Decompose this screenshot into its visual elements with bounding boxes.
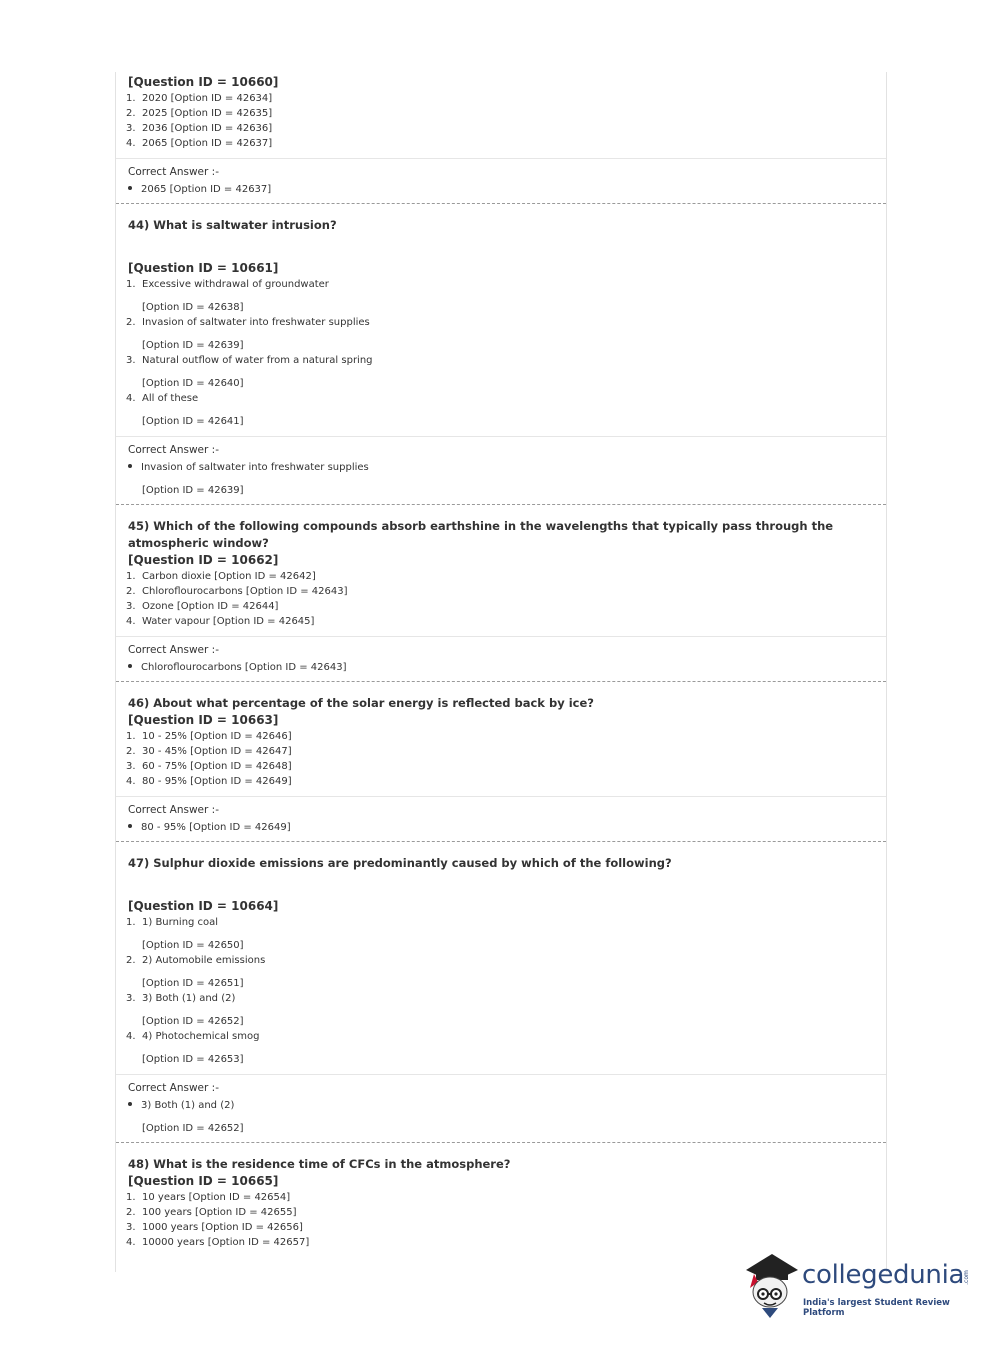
logo-tagline: India's largest Student Review Platform (803, 1298, 950, 1318)
question-48-block (116, 1143, 886, 1250)
bullet-icon (128, 464, 132, 468)
option-item: 1. 2020 [Option ID = 42634] (126, 93, 273, 104)
option-item: 2. 100 years [Option ID = 42655] (126, 1207, 297, 1218)
option-item: 3. 2036 [Option ID = 42636] (126, 123, 273, 134)
option-item: 1. 10 years [Option ID = 42654] (126, 1192, 291, 1203)
bullet-icon (128, 664, 132, 668)
question-47-block (116, 842, 886, 1143)
option-item: 1. Excessive withdrawal of groundwater [Option ID = 42638] (126, 279, 329, 313)
logo-dotcom-text: .com (962, 1270, 970, 1285)
question-46-block (116, 682, 886, 842)
options-list (116, 915, 886, 1067)
correct-answer: Chloroflourocarbons [Option ID = 42643] (116, 660, 886, 675)
correct-answer: 2065 [Option ID = 42637] (116, 182, 886, 197)
question-text: 46) About what percentage of the solar energy is reflected back by ice? (128, 696, 594, 710)
correct-answer-section: Correct Answer :- 3) Both (1) and (2) [Option ID = 42652] (116, 1075, 886, 1136)
option-item: 2. 2) Automobile emissions [Option ID = 42651] (126, 955, 266, 989)
option-item: 2. Chloroflourocarbons [Option ID = 42643] (126, 586, 348, 597)
correct-answer-section (116, 797, 886, 835)
question-id: [Question ID = 10661] (128, 261, 279, 275)
correct-answer-section: Correct Answer :- Invasion of saltwater into freshwater supplies [Option ID = 42639] (116, 437, 886, 498)
bullet-icon (128, 1102, 132, 1106)
option-item: 3. 60 - 75% [Option ID = 42648] (126, 761, 292, 772)
option-item: 4. 80 - 95% [Option ID = 42649] (126, 776, 292, 787)
options-list (116, 729, 886, 789)
option-item: 3. 3) Both (1) and (2) [Option ID = 42652] (126, 993, 244, 1027)
question-text: 48) What is the residence time of CFCs in the atmosphere? (128, 1157, 511, 1171)
bullet-icon (128, 824, 132, 828)
option-item: 4. 2065 [Option ID = 42637] (126, 138, 273, 149)
options-list (116, 569, 886, 629)
question-45-block (116, 505, 886, 682)
option-item: 2. 2025 [Option ID = 42635] (126, 108, 273, 119)
student-mascot-icon (740, 1248, 802, 1320)
correct-answer-label: Correct Answer :- (128, 1082, 219, 1094)
correct-answer-section (116, 637, 886, 675)
question-id: [Question ID = 10662] (128, 553, 279, 567)
correct-answer-label: Correct Answer :- (128, 804, 219, 816)
correct-answer-label: Correct Answer :- (128, 644, 219, 656)
option-item: 1. 1) Burning coal [Option ID = 42650] (126, 917, 244, 951)
correct-answer-label: Correct Answer :- (128, 166, 219, 178)
options-list (116, 91, 886, 151)
option-item: 2. 30 - 45% [Option ID = 42647] (126, 746, 292, 757)
option-item: 1. Carbon dioxie [Option ID = 42642] (126, 571, 316, 582)
question-paper-page (115, 72, 887, 1272)
question-id: [Question ID = 10664] (128, 899, 279, 913)
option-item: 3. Natural outflow of water from a natural spring [Option ID = 42640] (126, 355, 373, 389)
question-text: 44) What is saltwater intrusion? (128, 218, 337, 232)
correct-answer-section (116, 159, 886, 197)
question-text: 47) Sulphur dioxide emissions are predominantly caused by which of the following? (128, 856, 672, 870)
question-id: [Question ID = 10660] (128, 75, 279, 89)
question-44-block (116, 204, 886, 505)
option-item: 3. 1000 years [Option ID = 42656] (126, 1222, 303, 1233)
correct-answer-label: Correct Answer :- (128, 444, 219, 456)
correct-answer: 80 - 95% [Option ID = 42649] (116, 820, 886, 835)
option-item: 4. All of these [Option ID = 42641] (126, 393, 244, 427)
option-item: 3. Ozone [Option ID = 42644] (126, 601, 279, 612)
option-item: 4. Water vapour [Option ID = 42645] (126, 616, 315, 627)
option-item: 4. 4) Photochemical smog [Option ID = 42653] (126, 1031, 260, 1065)
option-item: 4. 10000 years [Option ID = 42657] (126, 1237, 310, 1248)
question-id: [Question ID = 10663] (128, 713, 279, 727)
option-item: 2. Invasion of saltwater into freshwater supplies [Option ID = 42639] (126, 317, 370, 351)
question-id: [Question ID = 10665] (128, 1174, 279, 1188)
option-item: 1. 10 - 25% [Option ID = 42646] (126, 731, 292, 742)
question-text: 45) Which of the following compounds absorb earthshine in the wavelengths that typically pass through the atmospheric window? (128, 519, 834, 550)
correct-answer: 3) Both (1) and (2) (116, 1098, 886, 1113)
options-list (116, 277, 886, 429)
question-43-block (116, 72, 886, 204)
logo-brand-text: collegedunia (802, 1260, 965, 1290)
bullet-icon (128, 186, 132, 190)
collegedunia-logo[interactable] (740, 1248, 975, 1320)
correct-answer: Invasion of saltwater into freshwater supplies (116, 460, 886, 475)
options-list (116, 1190, 886, 1250)
